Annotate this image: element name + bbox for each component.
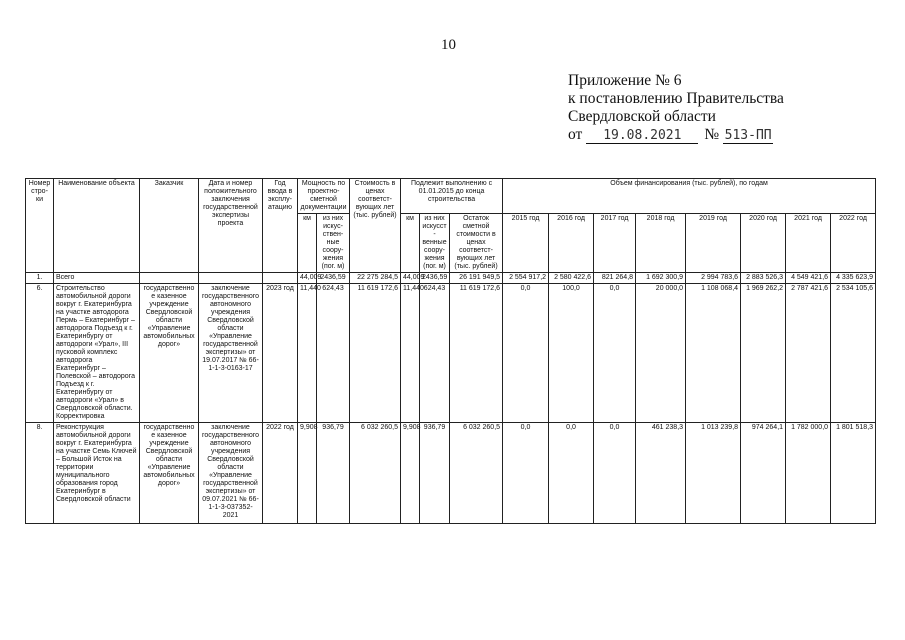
- appendix-region: Свердловской области: [568, 108, 716, 125]
- header-year-2021: 2021 год: [786, 214, 831, 273]
- row-fin-2015: 2 554 917,2: [503, 273, 549, 284]
- header-expertise: Дата и номер положительного заключения государственной экспертизы проекта: [199, 179, 263, 273]
- row-fin-2019: 1 013 239,8: [686, 423, 741, 524]
- decree-date: 19.08.2021: [586, 129, 698, 144]
- page-number: 10: [441, 37, 456, 53]
- row-fin-2019: 1 108 068,4: [686, 284, 741, 423]
- row-cost: 11 619 172,6: [350, 284, 401, 423]
- row-fin-2021: 2 787 421,6: [786, 284, 831, 423]
- row-fin-2022: 2 534 105,6: [831, 284, 876, 423]
- table-row: [26, 423, 876, 524]
- header-year-2018: 2018 год: [636, 214, 686, 273]
- row-customer: государственное казенное учреждение Свердловской области «Управление автомобильных дорог»: [140, 284, 199, 423]
- row-fin-2018: 1 692 300,9: [636, 273, 686, 284]
- row-todo-structures: 624,43: [420, 284, 450, 423]
- row-fin-2017: 821 264,8: [594, 273, 636, 284]
- row-cost: 22 275 284,5: [350, 273, 401, 284]
- appendix-title: Приложение № 6: [568, 72, 682, 89]
- row-fin-2018: 20 000,0: [636, 284, 686, 423]
- row-km: 11,440: [298, 284, 317, 423]
- row-structures: 2436,59: [317, 273, 350, 284]
- header-year-2020: 2020 год: [741, 214, 786, 273]
- header-object-name: Наименование объекта: [54, 179, 140, 273]
- row-object: Реконструкция автомобильной дороги вокруг г. Екатеринбурга на участке Семь Ключей – Большой Исток на территории муниципального образования город Екатеринбург в Свердловской области: [54, 423, 140, 524]
- row-fin-2016: 2 580 422,6: [549, 273, 594, 284]
- header-capacity: Мощность по проектно- сметной документации: [298, 179, 350, 214]
- header-cost: Стоимость в ценах соответст- вующих лет (тыс. рублей): [350, 179, 401, 273]
- row-todo-km: 44,009: [401, 273, 420, 284]
- row-year: [263, 273, 298, 284]
- row-expertise: [199, 273, 263, 284]
- header-year-2022: 2022 год: [831, 214, 876, 273]
- row-object: Всего: [54, 273, 140, 284]
- row-fin-2015: 0,0: [503, 284, 549, 423]
- appendix-header: [568, 72, 784, 144]
- row-fin-2017: 0,0: [594, 284, 636, 423]
- financing-table: [25, 178, 876, 524]
- row-fin-2022: 1 801 518,3: [831, 423, 876, 524]
- row-fin-2017: 0,0: [594, 423, 636, 524]
- header-financing: Объем финансирования (тыс. рублей), по годам: [503, 179, 876, 214]
- row-fin-2018: 461 238,3: [636, 423, 686, 524]
- row-todo-remaining: 11 619 172,6: [450, 284, 503, 423]
- table-row-total: [26, 273, 876, 284]
- header-capacity-structures: из них искус- ствен- ные соору- жения (пог. м): [317, 214, 350, 273]
- row-number: 8.: [26, 423, 54, 524]
- row-fin-2021: 1 782 000,0: [786, 423, 831, 524]
- row-year: 2022 год: [263, 423, 298, 524]
- row-fin-2016: 100,0: [549, 284, 594, 423]
- header-todo-remaining-cost: Остаток сметной стоимости в ценах соответст- вующих лет (тыс. рублей): [450, 214, 503, 273]
- row-year: 2023 год: [263, 284, 298, 423]
- row-todo-km: 9,908: [401, 423, 420, 524]
- row-expertise: заключение государственного автономного учреждения Свердловской области «Управление государственной экспертизы» от 19.07.2017 № 66-1-1-3-0163-17: [199, 284, 263, 423]
- header-year-2015: 2015 год: [503, 214, 549, 273]
- number-label: №: [704, 126, 720, 143]
- row-number: 1.: [26, 273, 54, 284]
- row-expertise: заключение государственного автономного учреждения Свердловской области «Управление государственной экспертизы» от 09.07.2021 № 66-1-1-3-037352-2021: [199, 423, 263, 524]
- row-km: 44,009: [298, 273, 317, 284]
- header-row-number: Номер стро- ки: [26, 179, 54, 273]
- header-customer: Заказчик: [140, 179, 199, 273]
- row-fin-2022: 4 335 623,9: [831, 273, 876, 284]
- header-year-2016: 2016 год: [549, 214, 594, 273]
- appendix-subtitle: к постановлению Правительства: [568, 90, 784, 107]
- row-fin-2020: 2 883 526,3: [741, 273, 786, 284]
- decree-date-line: [568, 126, 784, 144]
- header-commission-year: Год ввода в эксплу- атацию: [263, 179, 298, 273]
- row-todo-structures: 2436,59: [420, 273, 450, 284]
- row-fin-2015: 0,0: [503, 423, 549, 524]
- row-cost: 6 032 260,5: [350, 423, 401, 524]
- row-number: 6.: [26, 284, 54, 423]
- header-todo-structures: из них искусст- венные соору- жения (пог. м): [420, 214, 450, 273]
- row-customer: [140, 273, 199, 284]
- row-structures: 624,43: [317, 284, 350, 423]
- row-todo-remaining: 26 191 949,5: [450, 273, 503, 284]
- row-fin-2021: 4 549 421,6: [786, 273, 831, 284]
- row-object: Строительство автомобильной дороги вокруг г. Екатеринбурга на участке автодорога Пермь – Екатеринбург – автодорога Подъезд к г. Екатеринбургу от автодороги «Урал», III пусковой комплекс автодорога Екатеринбург – Полевской – автодорога Подъезд к г. Екатеринбургу от автодороги «Урал» в Свердловской области. Корректировка: [54, 284, 140, 423]
- header-to-be-done: Подлежит выполнению с 01.01.2015 до конца строительства: [401, 179, 503, 214]
- row-fin-2020: 1 969 262,2: [741, 284, 786, 423]
- header-year-2019: 2019 год: [686, 214, 741, 273]
- header-todo-km: км: [401, 214, 420, 273]
- header-year-2017: 2017 год: [594, 214, 636, 273]
- row-fin-2020: 974 264,1: [741, 423, 786, 524]
- row-todo-remaining: 6 032 260,5: [450, 423, 503, 524]
- row-structures: 936,79: [317, 423, 350, 524]
- row-todo-km: 11,440: [401, 284, 420, 423]
- decree-number: 513-ПП: [724, 128, 772, 143]
- table-row: [26, 284, 876, 423]
- row-km: 9,908: [298, 423, 317, 524]
- header-capacity-km: км: [298, 214, 317, 273]
- row-customer: государственное казенное учреждение Свердловской области «Управление автомобильных дорог»: [140, 423, 199, 524]
- from-label: от: [568, 126, 583, 143]
- row-fin-2019: 2 994 783,6: [686, 273, 741, 284]
- row-fin-2016: 0,0: [549, 423, 594, 524]
- row-todo-structures: 936,79: [420, 423, 450, 524]
